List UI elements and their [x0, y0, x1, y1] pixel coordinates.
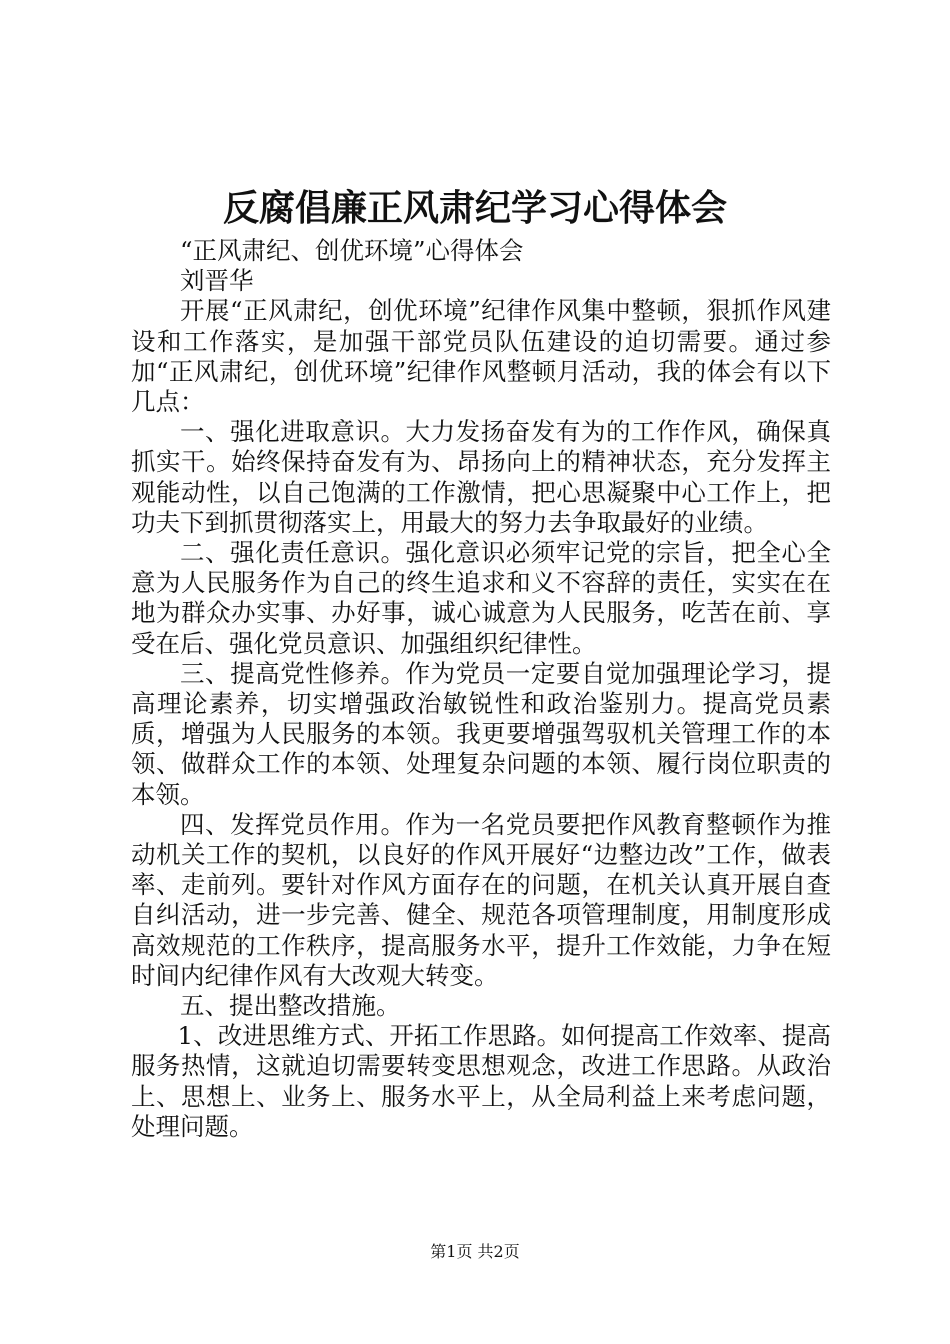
point-two-paragraph: 二、强化责任意识。强化意识必须牢记党的宗旨，把全心全意为人民服务作为自己的终生追求和义不容辞的责任，实实在在地为群众办实事、办好事，诚心诚意为人民服务，吃苦在前、享受在后、强化党员意识、加强组织纪律性。 [131, 538, 831, 658]
author-paragraph: 刘晋华 [180, 266, 254, 296]
subtitle-paragraph: “正风肃纪、创优环境”心得体会 [180, 236, 524, 265]
point-three-paragraph: 三、提高党性修养。作为党员一定要自觉加强理论学习，提高理论素养，切实增强政治敏锐性和政治鉴别力。提高党员素质，增强为人民服务的本领。我更要增强驾驭机关管理工作的本领、做群众工作的本领、处理复杂问题的本领、履行岗位职责的本领。 [131, 658, 831, 809]
point-four-paragraph: 四、发挥党员作用。作为一名党员要把作风教育整顿作为推动机关工作的契机，以良好的作风开展好“边整边改”工作，做表率、走前列。要针对作风方面存在的问题，在机关认真开展自查自纠活动，进一步完善、健全、规范各项管理制度，用制度形成高效规范的工作秩序，提高服务水平，提升工作效能，力争在短时间内纪律作风有大改观大转变。 [131, 809, 831, 990]
page-footer: 第1页 共2页 [430, 1242, 520, 1261]
point-five-paragraph: 五、提出整改措施。 [180, 991, 401, 1021]
measure-one-paragraph: 1、改进思维方式、开拓工作思路。如何提高工作效率、提高服务热情，这就迫切需要转变思想观念，改进工作思路。从政治上、思想上、业务上、服务水平上，从全局利益上来考虑问题，处理问题。 [131, 1021, 831, 1141]
intro-paragraph: 开展“正风肃纪，创优环境”纪律作风集中整顿，狠抓作风建设和工作落实，是加强干部党员队伍建设的迫切需要。通过参加“正风肃纪，创优环境”纪律作风整顿月活动，我的体会有以下几点： [131, 296, 831, 417]
point-one-paragraph: 一、强化进取意识。大力发扬奋发有为的工作作风，确保真抓实干。始终保持奋发有为、昂扬向上的精神状态，充分发挥主观能动性，以自己饱满的工作激情，把心思凝聚中心工作上，把功夫下到抓贯彻落实上，用最大的努力去争取最好的业绩。 [131, 417, 831, 537]
document-title: 反腐倡廉正风肃纪学习心得体会 [222, 187, 727, 229]
document-body [131, 236, 831, 1142]
